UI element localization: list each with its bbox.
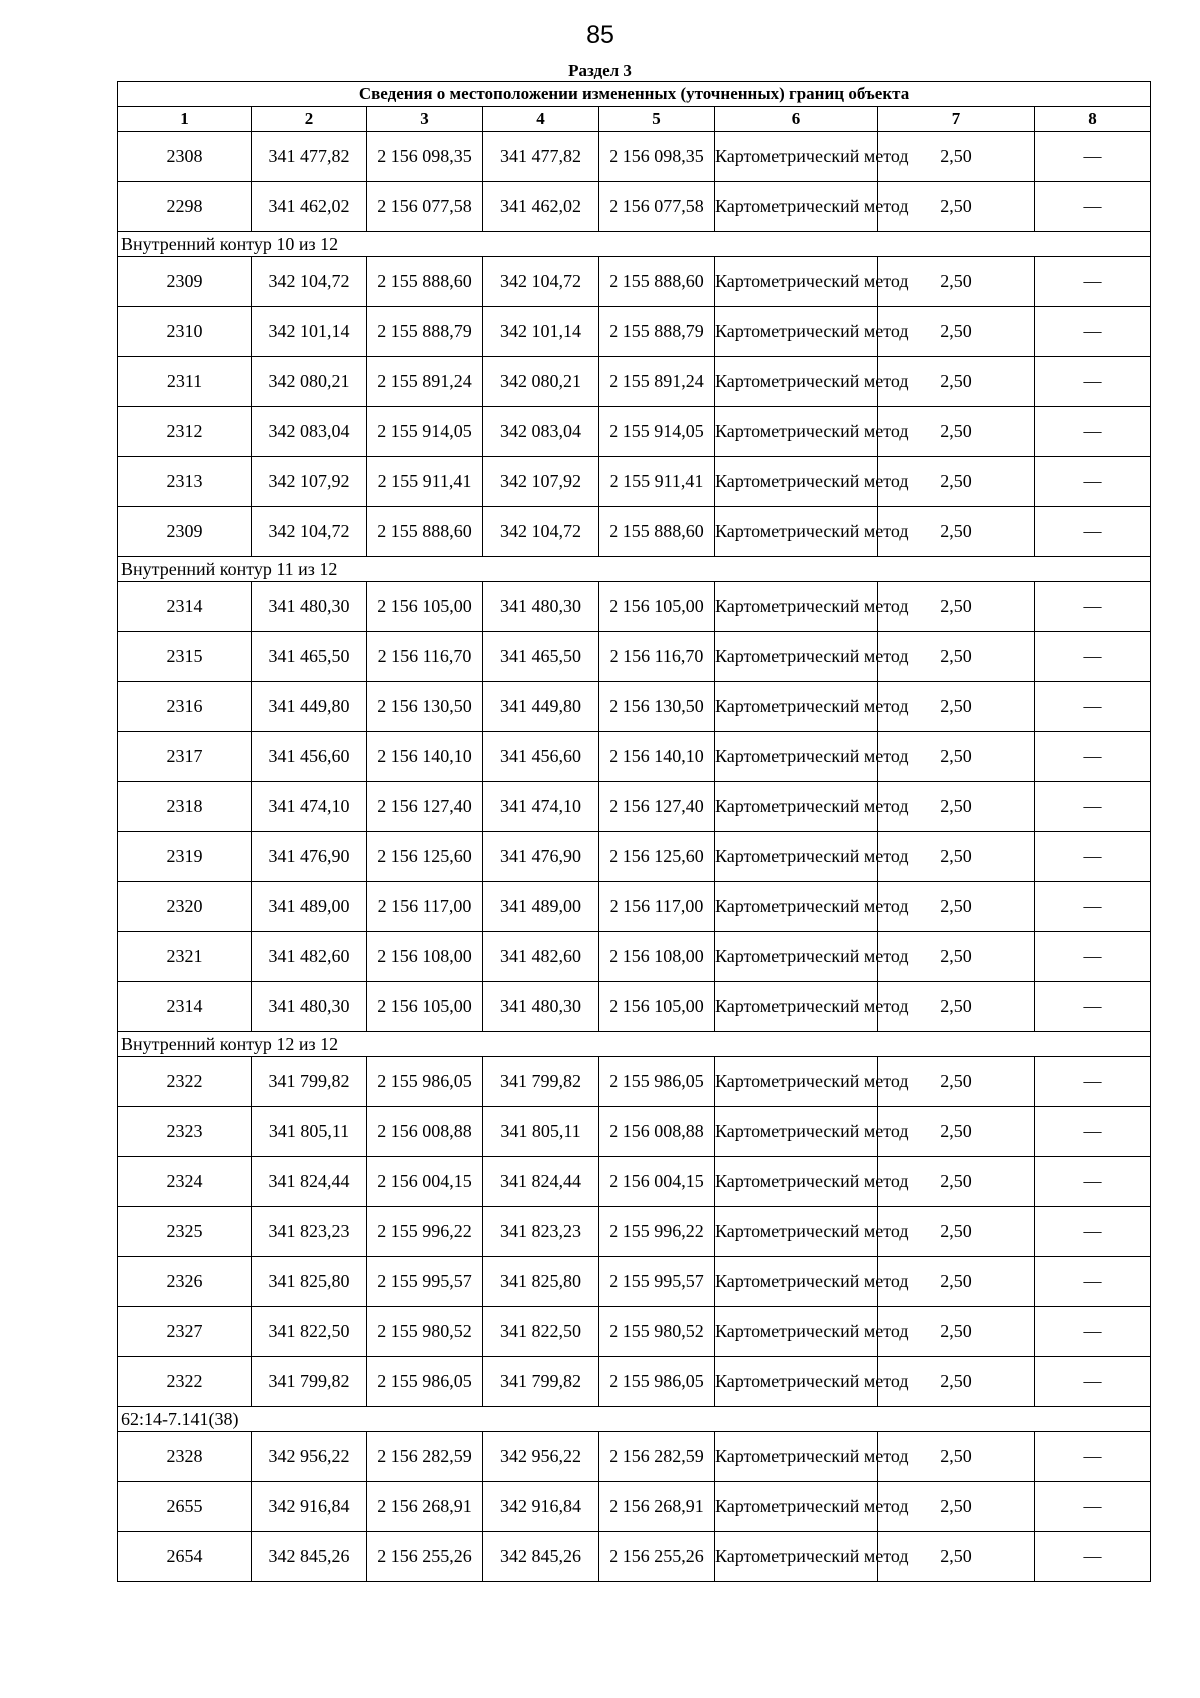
y-coordinate-cell: 2 156 282,59 bbox=[367, 1432, 483, 1482]
method-cell: Картометрический метод bbox=[715, 682, 878, 732]
note-cell: — bbox=[1035, 1482, 1151, 1532]
x-coordinate-new-cell: 341 805,11 bbox=[483, 1107, 599, 1157]
y-coordinate-new-cell: 2 156 098,35 bbox=[599, 132, 715, 182]
x-coordinate-new-cell: 341 799,82 bbox=[483, 1057, 599, 1107]
x-coordinate-cell: 342 916,84 bbox=[252, 1482, 367, 1532]
table-row bbox=[118, 832, 1151, 882]
x-coordinate-cell: 341 456,60 bbox=[252, 732, 367, 782]
point-number-cell: 2309 bbox=[118, 507, 252, 557]
point-number-cell: 2325 bbox=[118, 1207, 252, 1257]
y-coordinate-new-cell: 2 156 282,59 bbox=[599, 1432, 715, 1482]
y-coordinate-cell: 2 156 108,00 bbox=[367, 932, 483, 982]
note-cell: — bbox=[1035, 1357, 1151, 1407]
y-coordinate-cell: 2 156 127,40 bbox=[367, 782, 483, 832]
coordinates-table bbox=[117, 81, 1151, 1582]
x-coordinate-new-cell: 342 083,04 bbox=[483, 407, 599, 457]
y-coordinate-cell: 2 155 888,79 bbox=[367, 307, 483, 357]
y-coordinate-cell: 2 156 105,00 bbox=[367, 582, 483, 632]
method-cell: Картометрический метод bbox=[715, 132, 878, 182]
table-row bbox=[118, 132, 1151, 182]
x-coordinate-new-cell: 342 104,72 bbox=[483, 507, 599, 557]
method-cell: Картометрический метод bbox=[715, 732, 878, 782]
column-number: 3 bbox=[367, 107, 483, 132]
accuracy-cell: 2,50 bbox=[878, 457, 1035, 507]
section-title: Раздел 3 bbox=[568, 61, 632, 80]
contour-label: Внутренний контур 12 из 12 bbox=[118, 1032, 1151, 1057]
accuracy-cell: 2,50 bbox=[878, 1307, 1035, 1357]
y-coordinate-new-cell: 2 155 995,57 bbox=[599, 1257, 715, 1307]
y-coordinate-new-cell: 2 156 077,58 bbox=[599, 182, 715, 232]
note-cell: — bbox=[1035, 1257, 1151, 1307]
accuracy-cell: 2,50 bbox=[878, 1432, 1035, 1482]
method-cell: Картометрический метод bbox=[715, 1482, 878, 1532]
x-coordinate-new-cell: 341 474,10 bbox=[483, 782, 599, 832]
method-cell: Картометрический метод bbox=[715, 582, 878, 632]
y-coordinate-cell: 2 156 117,00 bbox=[367, 882, 483, 932]
table-row bbox=[118, 1432, 1151, 1482]
method-cell: Картометрический метод bbox=[715, 832, 878, 882]
column-number: 5 bbox=[599, 107, 715, 132]
note-cell: — bbox=[1035, 682, 1151, 732]
x-coordinate-cell: 341 477,82 bbox=[252, 132, 367, 182]
x-coordinate-new-cell: 342 104,72 bbox=[483, 257, 599, 307]
y-coordinate-cell: 2 156 268,91 bbox=[367, 1482, 483, 1532]
table-row bbox=[118, 932, 1151, 982]
x-coordinate-cell: 341 489,00 bbox=[252, 882, 367, 932]
table-row bbox=[118, 1107, 1151, 1157]
x-coordinate-new-cell: 341 824,44 bbox=[483, 1157, 599, 1207]
note-cell: — bbox=[1035, 1307, 1151, 1357]
point-number-cell: 2314 bbox=[118, 982, 252, 1032]
table-row bbox=[118, 782, 1151, 832]
accuracy-cell: 2,50 bbox=[878, 682, 1035, 732]
x-coordinate-new-cell: 341 823,23 bbox=[483, 1207, 599, 1257]
accuracy-cell: 2,50 bbox=[878, 932, 1035, 982]
y-coordinate-new-cell: 2 156 105,00 bbox=[599, 582, 715, 632]
y-coordinate-new-cell: 2 155 986,05 bbox=[599, 1357, 715, 1407]
point-number-cell: 2311 bbox=[118, 357, 252, 407]
table-row bbox=[118, 1207, 1151, 1257]
y-coordinate-cell: 2 156 255,26 bbox=[367, 1532, 483, 1582]
accuracy-cell: 2,50 bbox=[878, 1207, 1035, 1257]
y-coordinate-cell: 2 156 125,60 bbox=[367, 832, 483, 882]
accuracy-cell: 2,50 bbox=[878, 982, 1035, 1032]
accuracy-cell: 2,50 bbox=[878, 132, 1035, 182]
x-coordinate-new-cell: 341 482,60 bbox=[483, 932, 599, 982]
contour-header-row bbox=[118, 232, 1151, 257]
point-number-cell: 2321 bbox=[118, 932, 252, 982]
note-cell: — bbox=[1035, 507, 1151, 557]
note-cell: — bbox=[1035, 132, 1151, 182]
point-number-cell: 2313 bbox=[118, 457, 252, 507]
table-row bbox=[118, 357, 1151, 407]
note-cell: — bbox=[1035, 1432, 1151, 1482]
y-coordinate-new-cell: 2 155 914,05 bbox=[599, 407, 715, 457]
y-coordinate-new-cell: 2 155 888,60 bbox=[599, 257, 715, 307]
contour-header-row bbox=[118, 557, 1151, 582]
accuracy-cell: 2,50 bbox=[878, 182, 1035, 232]
table-row bbox=[118, 582, 1151, 632]
method-cell: Картометрический метод bbox=[715, 257, 878, 307]
accuracy-cell: 2,50 bbox=[878, 257, 1035, 307]
x-coordinate-cell: 342 104,72 bbox=[252, 257, 367, 307]
x-coordinate-new-cell: 342 107,92 bbox=[483, 457, 599, 507]
x-coordinate-cell: 342 101,14 bbox=[252, 307, 367, 357]
x-coordinate-new-cell: 341 449,80 bbox=[483, 682, 599, 732]
note-cell: — bbox=[1035, 732, 1151, 782]
accuracy-cell: 2,50 bbox=[878, 1107, 1035, 1157]
y-coordinate-cell: 2 156 098,35 bbox=[367, 132, 483, 182]
x-coordinate-cell: 341 823,23 bbox=[252, 1207, 367, 1257]
accuracy-cell: 2,50 bbox=[878, 1257, 1035, 1307]
table-row bbox=[118, 982, 1151, 1032]
x-coordinate-cell: 341 449,80 bbox=[252, 682, 367, 732]
y-coordinate-new-cell: 2 156 127,40 bbox=[599, 782, 715, 832]
x-coordinate-cell: 342 845,26 bbox=[252, 1532, 367, 1582]
accuracy-cell: 2,50 bbox=[878, 1357, 1035, 1407]
y-coordinate-new-cell: 2 155 980,52 bbox=[599, 1307, 715, 1357]
accuracy-cell: 2,50 bbox=[878, 1532, 1035, 1582]
x-coordinate-new-cell: 342 080,21 bbox=[483, 357, 599, 407]
accuracy-cell: 2,50 bbox=[878, 582, 1035, 632]
table-row bbox=[118, 632, 1151, 682]
x-coordinate-new-cell: 341 476,90 bbox=[483, 832, 599, 882]
note-cell: — bbox=[1035, 782, 1151, 832]
method-cell: Картометрический метод bbox=[715, 882, 878, 932]
x-coordinate-new-cell: 341 465,50 bbox=[483, 632, 599, 682]
table-row bbox=[118, 1307, 1151, 1357]
method-cell: Картометрический метод bbox=[715, 1532, 878, 1582]
y-coordinate-cell: 2 156 130,50 bbox=[367, 682, 483, 732]
x-coordinate-new-cell: 342 101,14 bbox=[483, 307, 599, 357]
note-cell: — bbox=[1035, 1057, 1151, 1107]
x-coordinate-cell: 341 825,80 bbox=[252, 1257, 367, 1307]
column-number: 6 bbox=[715, 107, 878, 132]
x-coordinate-new-cell: 341 480,30 bbox=[483, 582, 599, 632]
x-coordinate-cell: 342 080,21 bbox=[252, 357, 367, 407]
table-title: Сведения о местоположении измененных (уточненных) границ объекта bbox=[118, 82, 1151, 107]
y-coordinate-cell: 2 155 986,05 bbox=[367, 1357, 483, 1407]
note-cell: — bbox=[1035, 832, 1151, 882]
y-coordinate-cell: 2 155 914,05 bbox=[367, 407, 483, 457]
contour-label: 62:14-7.141(38) bbox=[118, 1407, 1151, 1432]
x-coordinate-new-cell: 341 462,02 bbox=[483, 182, 599, 232]
method-cell: Картометрический метод bbox=[715, 307, 878, 357]
point-number-cell: 2327 bbox=[118, 1307, 252, 1357]
x-coordinate-new-cell: 341 477,82 bbox=[483, 132, 599, 182]
y-coordinate-cell: 2 156 008,88 bbox=[367, 1107, 483, 1157]
table-row bbox=[118, 182, 1151, 232]
note-cell: — bbox=[1035, 257, 1151, 307]
accuracy-cell: 2,50 bbox=[878, 1482, 1035, 1532]
y-coordinate-cell: 2 156 105,00 bbox=[367, 982, 483, 1032]
y-coordinate-new-cell: 2 156 117,00 bbox=[599, 882, 715, 932]
x-coordinate-new-cell: 341 489,00 bbox=[483, 882, 599, 932]
point-number-cell: 2310 bbox=[118, 307, 252, 357]
note-cell: — bbox=[1035, 932, 1151, 982]
accuracy-cell: 2,50 bbox=[878, 732, 1035, 782]
point-number-cell: 2317 bbox=[118, 732, 252, 782]
accuracy-cell: 2,50 bbox=[878, 782, 1035, 832]
accuracy-cell: 2,50 bbox=[878, 307, 1035, 357]
x-coordinate-cell: 341 822,50 bbox=[252, 1307, 367, 1357]
x-coordinate-cell: 341 799,82 bbox=[252, 1057, 367, 1107]
y-coordinate-new-cell: 2 156 255,26 bbox=[599, 1532, 715, 1582]
y-coordinate-cell: 2 155 996,22 bbox=[367, 1207, 483, 1257]
contour-label: Внутренний контур 11 из 12 bbox=[118, 557, 1151, 582]
method-cell: Картометрический метод bbox=[715, 1357, 878, 1407]
point-number-cell: 2308 bbox=[118, 132, 252, 182]
note-cell: — bbox=[1035, 457, 1151, 507]
contour-header-row bbox=[118, 1407, 1151, 1432]
y-coordinate-new-cell: 2 156 125,60 bbox=[599, 832, 715, 882]
x-coordinate-cell: 342 104,72 bbox=[252, 507, 367, 557]
y-coordinate-new-cell: 2 156 116,70 bbox=[599, 632, 715, 682]
point-number-cell: 2312 bbox=[118, 407, 252, 457]
x-coordinate-new-cell: 342 916,84 bbox=[483, 1482, 599, 1532]
table-row bbox=[118, 1257, 1151, 1307]
accuracy-cell: 2,50 bbox=[878, 1157, 1035, 1207]
y-coordinate-cell: 2 156 004,15 bbox=[367, 1157, 483, 1207]
note-cell: — bbox=[1035, 1107, 1151, 1157]
accuracy-cell: 2,50 bbox=[878, 507, 1035, 557]
table-row bbox=[118, 307, 1151, 357]
column-number: 4 bbox=[483, 107, 599, 132]
x-coordinate-cell: 341 482,60 bbox=[252, 932, 367, 982]
x-coordinate-cell: 341 480,30 bbox=[252, 582, 367, 632]
accuracy-cell: 2,50 bbox=[878, 1057, 1035, 1107]
column-number: 8 bbox=[1035, 107, 1151, 132]
y-coordinate-cell: 2 155 911,41 bbox=[367, 457, 483, 507]
method-cell: Картометрический метод bbox=[715, 982, 878, 1032]
method-cell: Картометрический метод bbox=[715, 1107, 878, 1157]
point-number-cell: 2314 bbox=[118, 582, 252, 632]
x-coordinate-cell: 341 465,50 bbox=[252, 632, 367, 682]
method-cell: Картометрический метод bbox=[715, 357, 878, 407]
x-coordinate-cell: 341 824,44 bbox=[252, 1157, 367, 1207]
y-coordinate-new-cell: 2 156 105,00 bbox=[599, 982, 715, 1032]
x-coordinate-cell: 341 474,10 bbox=[252, 782, 367, 832]
method-cell: Картометрический метод bbox=[715, 1257, 878, 1307]
contour-header-row bbox=[118, 1032, 1151, 1057]
accuracy-cell: 2,50 bbox=[878, 832, 1035, 882]
x-coordinate-cell: 341 805,11 bbox=[252, 1107, 367, 1157]
note-cell: — bbox=[1035, 632, 1151, 682]
point-number-cell: 2323 bbox=[118, 1107, 252, 1157]
method-cell: Картометрический метод bbox=[715, 1207, 878, 1257]
point-number-cell: 2655 bbox=[118, 1482, 252, 1532]
note-cell: — bbox=[1035, 982, 1151, 1032]
method-cell: Картометрический метод bbox=[715, 1432, 878, 1482]
note-cell: — bbox=[1035, 1532, 1151, 1582]
note-cell: — bbox=[1035, 1207, 1151, 1257]
column-number: 7 bbox=[878, 107, 1035, 132]
y-coordinate-new-cell: 2 156 108,00 bbox=[599, 932, 715, 982]
y-coordinate-new-cell: 2 156 268,91 bbox=[599, 1482, 715, 1532]
point-number-cell: 2316 bbox=[118, 682, 252, 732]
method-cell: Картометрический метод bbox=[715, 507, 878, 557]
note-cell: — bbox=[1035, 307, 1151, 357]
method-cell: Картометрический метод bbox=[715, 1307, 878, 1357]
x-coordinate-new-cell: 341 480,30 bbox=[483, 982, 599, 1032]
table-row bbox=[118, 732, 1151, 782]
column-number: 2 bbox=[252, 107, 367, 132]
accuracy-cell: 2,50 bbox=[878, 882, 1035, 932]
x-coordinate-cell: 341 480,30 bbox=[252, 982, 367, 1032]
table-row bbox=[118, 1057, 1151, 1107]
y-coordinate-new-cell: 2 155 986,05 bbox=[599, 1057, 715, 1107]
method-cell: Картометрический метод bbox=[715, 407, 878, 457]
table-row bbox=[118, 457, 1151, 507]
table-row bbox=[118, 1482, 1151, 1532]
y-coordinate-cell: 2 155 986,05 bbox=[367, 1057, 483, 1107]
x-coordinate-new-cell: 342 956,22 bbox=[483, 1432, 599, 1482]
x-coordinate-new-cell: 341 822,50 bbox=[483, 1307, 599, 1357]
method-cell: Картометрический метод bbox=[715, 932, 878, 982]
point-number-cell: 2318 bbox=[118, 782, 252, 832]
y-coordinate-cell: 2 156 116,70 bbox=[367, 632, 483, 682]
table-row bbox=[118, 1357, 1151, 1407]
y-coordinate-cell: 2 156 077,58 bbox=[367, 182, 483, 232]
page-number: 85 bbox=[586, 21, 614, 49]
x-coordinate-cell: 341 799,82 bbox=[252, 1357, 367, 1407]
table-row bbox=[118, 507, 1151, 557]
x-coordinate-new-cell: 342 845,26 bbox=[483, 1532, 599, 1582]
x-coordinate-new-cell: 341 799,82 bbox=[483, 1357, 599, 1407]
y-coordinate-new-cell: 2 156 004,15 bbox=[599, 1157, 715, 1207]
method-cell: Картометрический метод bbox=[715, 632, 878, 682]
method-cell: Картометрический метод bbox=[715, 782, 878, 832]
y-coordinate-new-cell: 2 155 888,79 bbox=[599, 307, 715, 357]
y-coordinate-new-cell: 2 156 140,10 bbox=[599, 732, 715, 782]
note-cell: — bbox=[1035, 582, 1151, 632]
table-row bbox=[118, 682, 1151, 732]
point-number-cell: 2319 bbox=[118, 832, 252, 882]
accuracy-cell: 2,50 bbox=[878, 357, 1035, 407]
y-coordinate-new-cell: 2 155 911,41 bbox=[599, 457, 715, 507]
method-cell: Картометрический метод bbox=[715, 182, 878, 232]
y-coordinate-cell: 2 156 140,10 bbox=[367, 732, 483, 782]
accuracy-cell: 2,50 bbox=[878, 632, 1035, 682]
y-coordinate-new-cell: 2 155 888,60 bbox=[599, 507, 715, 557]
column-number: 1 bbox=[118, 107, 252, 132]
y-coordinate-cell: 2 155 888,60 bbox=[367, 507, 483, 557]
x-coordinate-cell: 342 956,22 bbox=[252, 1432, 367, 1482]
x-coordinate-cell: 341 462,02 bbox=[252, 182, 367, 232]
point-number-cell: 2315 bbox=[118, 632, 252, 682]
note-cell: — bbox=[1035, 407, 1151, 457]
table-title-row bbox=[118, 82, 1151, 107]
column-number-row bbox=[118, 107, 1151, 132]
x-coordinate-new-cell: 341 825,80 bbox=[483, 1257, 599, 1307]
note-cell: — bbox=[1035, 182, 1151, 232]
point-number-cell: 2324 bbox=[118, 1157, 252, 1207]
x-coordinate-cell: 341 476,90 bbox=[252, 832, 367, 882]
table-row bbox=[118, 407, 1151, 457]
y-coordinate-cell: 2 155 980,52 bbox=[367, 1307, 483, 1357]
method-cell: Картометрический метод bbox=[715, 1057, 878, 1107]
method-cell: Картометрический метод bbox=[715, 457, 878, 507]
y-coordinate-new-cell: 2 156 130,50 bbox=[599, 682, 715, 732]
method-cell: Картометрический метод bbox=[715, 1157, 878, 1207]
point-number-cell: 2322 bbox=[118, 1357, 252, 1407]
y-coordinate-cell: 2 155 891,24 bbox=[367, 357, 483, 407]
y-coordinate-cell: 2 155 995,57 bbox=[367, 1257, 483, 1307]
table-row bbox=[118, 257, 1151, 307]
point-number-cell: 2309 bbox=[118, 257, 252, 307]
x-coordinate-new-cell: 341 456,60 bbox=[483, 732, 599, 782]
table-row bbox=[118, 882, 1151, 932]
table-row bbox=[118, 1532, 1151, 1582]
point-number-cell: 2320 bbox=[118, 882, 252, 932]
y-coordinate-new-cell: 2 156 008,88 bbox=[599, 1107, 715, 1157]
y-coordinate-new-cell: 2 155 891,24 bbox=[599, 357, 715, 407]
y-coordinate-cell: 2 155 888,60 bbox=[367, 257, 483, 307]
table-row bbox=[118, 1157, 1151, 1207]
contour-label: Внутренний контур 10 из 12 bbox=[118, 232, 1151, 257]
point-number-cell: 2654 bbox=[118, 1532, 252, 1582]
y-coordinate-new-cell: 2 155 996,22 bbox=[599, 1207, 715, 1257]
note-cell: — bbox=[1035, 1157, 1151, 1207]
x-coordinate-cell: 342 107,92 bbox=[252, 457, 367, 507]
accuracy-cell: 2,50 bbox=[878, 407, 1035, 457]
point-number-cell: 2326 bbox=[118, 1257, 252, 1307]
point-number-cell: 2328 bbox=[118, 1432, 252, 1482]
note-cell: — bbox=[1035, 882, 1151, 932]
note-cell: — bbox=[1035, 357, 1151, 407]
x-coordinate-cell: 342 083,04 bbox=[252, 407, 367, 457]
point-number-cell: 2322 bbox=[118, 1057, 252, 1107]
point-number-cell: 2298 bbox=[118, 182, 252, 232]
